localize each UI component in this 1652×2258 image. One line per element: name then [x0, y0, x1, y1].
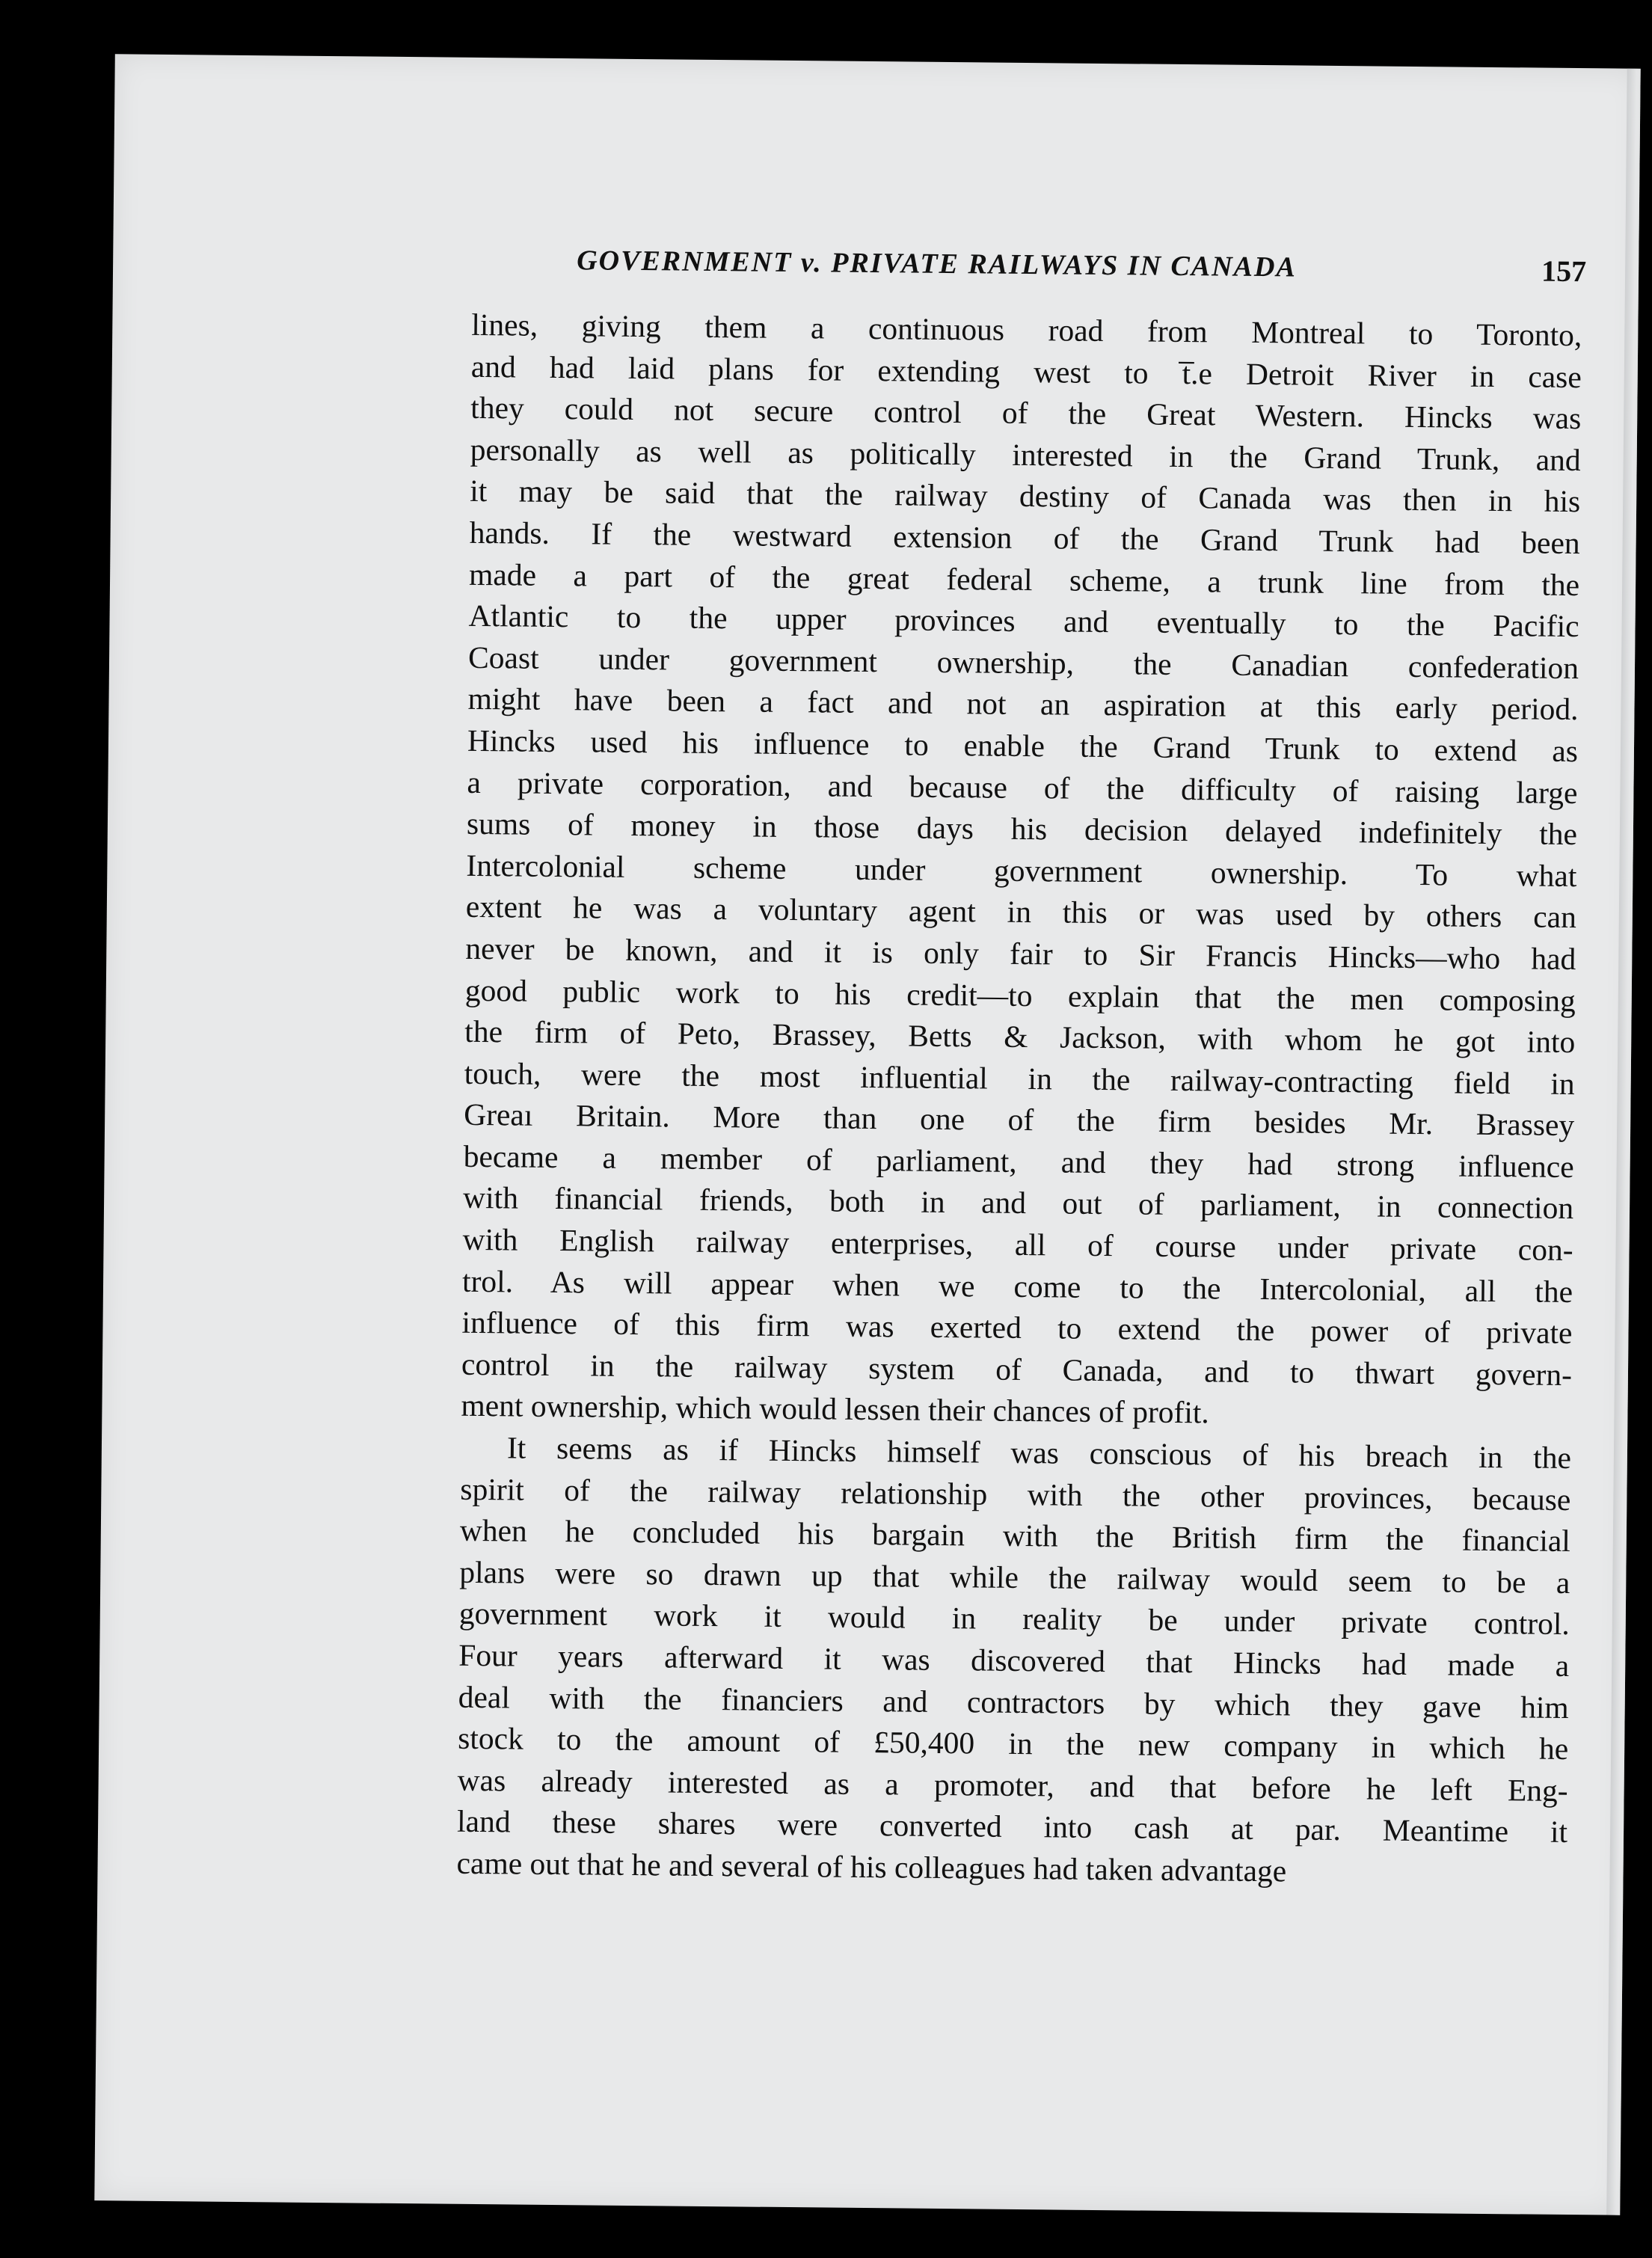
text-line: sums of money in those days his decision delayed indefinitely the: [466, 806, 1578, 852]
text-line: Four years afterward it was discovered that Hincks had made a: [458, 1637, 1570, 1684]
text-line: Intercolonial scheme under government ownership. To what: [466, 847, 1577, 893]
text-line: came out that he and several of his colleagues had taken advantage: [456, 1845, 1287, 1889]
page-header: [577, 244, 1587, 298]
text-line: stock to the amount of £50,400 in the new company in which he: [458, 1720, 1569, 1767]
text-line: deal with the financiers and contractors by which they gave him: [458, 1679, 1569, 1725]
text-line: extent he was a voluntary agent in this or was used by others can: [465, 889, 1577, 935]
text-line: when he concluded his bargain with the British firm the financial: [459, 1513, 1571, 1559]
text-line: never be known, and it is only fair to Sir Francis Hincks—who had: [465, 930, 1576, 976]
text-line: a private corporation, and because of the difficulty of raising large: [467, 764, 1578, 810]
text-line: Hincks used his influence to enable the Grand Trunk to extend as: [467, 723, 1579, 769]
text-line: with English railway enterprises, all of course under private con-: [462, 1221, 1573, 1268]
text-line: personally as well as politically interested in the Grand Trunk, and: [470, 432, 1581, 477]
text-line: was already interested as a promoter, and that before he left Eng-: [457, 1762, 1568, 1808]
text-line: plans were so drawn up that while the railway would seem to be a: [459, 1554, 1570, 1600]
text-line: Greaı Britain. More than one of the firm besides Mr. Brassey: [464, 1097, 1575, 1143]
book-page: [94, 54, 1640, 2215]
text-line: made a part of the great federal scheme, a trunk line from the: [468, 556, 1580, 602]
text-line: with financial friends, both in and out of parliament, in connection: [462, 1180, 1574, 1226]
text-line: influence of this firm was exerted to extend the power of private: [461, 1305, 1573, 1351]
text-line: Coast under government ownership, the Canadian confederation: [467, 639, 1579, 685]
text-line: good public work to his credit—to explain that the men composing: [464, 972, 1576, 1018]
text-line: land these shares were converted into cash at par. Meantime it: [456, 1804, 1568, 1850]
text-line: ment ownership, which would lessen their chances of profit.: [461, 1388, 1210, 1430]
text-line: control in the railway system of Canada, and to thwart govern-: [461, 1346, 1573, 1392]
text-line: they could not secure control of the Great Western. Hincks was: [470, 390, 1582, 436]
text-line: spirit of the railway relationship with the other provinces, because: [460, 1471, 1571, 1517]
paragraph: [461, 304, 1582, 1438]
text-line: might have been a fact and not an aspiration at this early period.: [467, 681, 1579, 727]
body-text: [456, 304, 1582, 1895]
page-number: 157: [1541, 254, 1587, 289]
text-line: the firm of Peto, Brassey, Betts & Jackson, with whom he got into: [464, 1013, 1576, 1060]
running-title: GOVERNMENT v. PRIVATE RAILWAYS IN CANADA: [576, 245, 1297, 283]
text-line: became a member of parliament, and they had strong influence: [463, 1138, 1574, 1184]
page-edge-shadow: [1606, 69, 1641, 2215]
text-line: hands. If the westward extension of the Grand Trunk had been: [469, 515, 1580, 561]
text-line: and had laid plans for extending west to t̅.e Detroit River in case: [470, 349, 1582, 394]
text-line: trol. As will appear when we come to the Intercolonial, all the: [461, 1263, 1573, 1309]
text-line: government work it would in reality be under private control.: [458, 1596, 1570, 1642]
text-line: touch, were the most influential in the railway-contracting field in: [464, 1055, 1575, 1101]
text-line: it may be said that the railway destiny of Canada was then in his: [470, 473, 1581, 519]
paragraph: [456, 1427, 1571, 1895]
text-line: It seems as if Hincks himself was conscious of his breach in the: [506, 1430, 1572, 1476]
text-line: lines, giving them a continuous road from Montreal to Toronto,: [471, 307, 1582, 353]
text-line: Atlantic to the upper provinces and eventually to the Pacific: [468, 598, 1579, 644]
